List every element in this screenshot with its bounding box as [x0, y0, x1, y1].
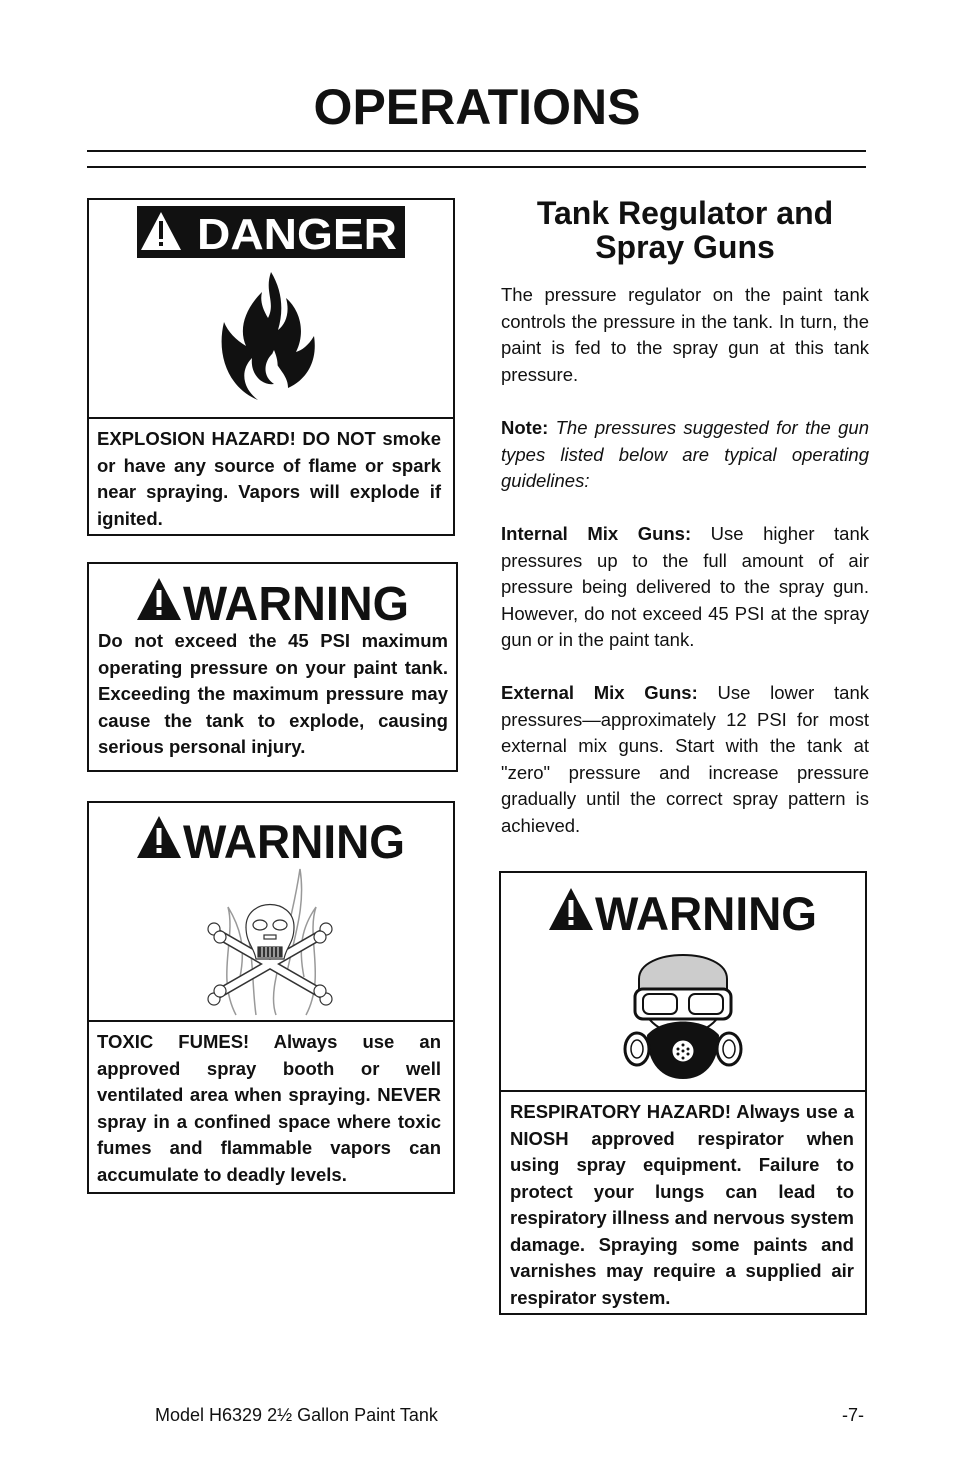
danger-box [87, 198, 455, 536]
warning-pressure-text: Do not exceed the 45 PSI maximum operating pressure on your paint tank. Exceeding the maximum pressure may cause the tank to explode, causing serious personal injury. [98, 630, 448, 757]
warning-fumes-text: TOXIC FUMES! Always use an approved spray booth or well ventilated area when spraying. NEVER spray in a confined space where toxic fumes and flammable vapors can accumulate to deadly levels. [97, 1031, 441, 1185]
internal-mix-label: Internal Mix Guns: [501, 523, 692, 544]
note-text: The pressures suggested for the gun types listed below are typical operating guidelines: [501, 417, 869, 491]
internal-mix-paragraph [501, 521, 869, 654]
warning-sign [135, 813, 407, 863]
danger-label: DANGER [197, 210, 397, 258]
footer-model: Model H6329 2½ Gallon Paint Tank [155, 1405, 438, 1425]
fumes-divider [89, 1020, 453, 1022]
respirator-divider [501, 1090, 865, 1092]
section-heading-line1: Tank Regulator and [536, 195, 834, 231]
note-paragraph [501, 415, 869, 495]
intro-paragraph: The pressure regulator on the paint tank controls the pressure in the tank. In turn, the paint is fed to the spray gun at this tank pressure. [501, 284, 869, 385]
danger-divider [89, 417, 453, 419]
danger-text: EXPLOSION HAZARD! DO NOT smoke or have any source of flame or spark near spraying. Vapors will explode if ignited. [97, 428, 441, 529]
internal-mix-text: Use higher tank pressures up to the full amount of air pressure being delivered to the spray gun. However, do not exceed 45 PSI at the spray gun or in the paint tank. [501, 523, 870, 650]
respirator-mask-icon [623, 939, 743, 1083]
external-mix-label: External Mix Guns: [501, 682, 698, 703]
warning-sign [547, 885, 819, 935]
footer-page-number: -7- [842, 1405, 864, 1425]
warning-label: WARNING [183, 815, 405, 863]
flame-icon [216, 270, 326, 405]
warning-respirator-box [499, 871, 867, 1315]
danger-sign [137, 206, 405, 258]
section-heading-line2: Spray Guns [595, 229, 775, 265]
title-rule-bottom [87, 166, 866, 168]
page-title: OPERATIONS [313, 79, 641, 135]
section-heading [500, 196, 870, 264]
warning-pressure-box [87, 562, 458, 772]
warning-fumes-box [87, 801, 455, 1194]
external-mix-text: Use lower tank pressures—approximately 12 PSI for most external mix guns. Start with the tank at "zero" pressure and increase pressure gradually until the correct spray pattern is achieved. [501, 682, 870, 836]
external-mix-paragraph [501, 680, 869, 839]
skull-crossbones-icon [206, 867, 336, 1017]
warning-label: WARNING [595, 887, 817, 935]
warning-respirator-text: RESPIRATORY HAZARD! Always use a NIOSH approved respirator when using spray equipment. Failure to protect your lungs can lead to respiratory illness and nervous system damage. Spraying some paints and varnishes may require a supplied air respirator system. [510, 1101, 854, 1308]
warning-label: WARNING [182, 578, 409, 626]
warning-sign [135, 574, 411, 626]
note-label: Note: [501, 417, 549, 438]
title-rule-top [87, 150, 866, 152]
